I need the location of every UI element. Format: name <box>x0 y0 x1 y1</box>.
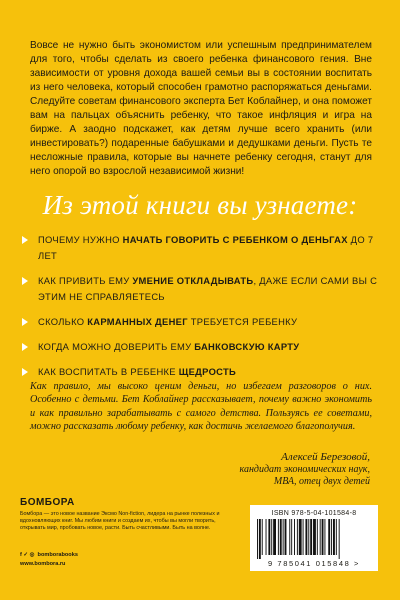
review-quote: Как правило, мы высоко ценим деньги, но избегаем разговоров о них. Особенно с детьми. Бет Коблайнер рассказывает, почему важно экономить и как правильно зарабатывать с самого детства. Пользуясь ее советами, можно рассказать любому ребенку, как достичь желаемого благополучия. <box>30 381 372 432</box>
item-text: ДО 7 ЛЕТ <box>38 234 374 261</box>
item-highlight: ЩЕДРОСТЬ <box>178 366 237 377</box>
item-text: , ДАЖЕ ЕСЛИ САМИ ВЫ С ЭТИМ НЕ СПРАВЛЯЕТЕСЬ <box>38 275 378 302</box>
item-text: КАК ВОСПИТАТЬ В РЕБЕНКЕ <box>38 366 179 377</box>
item-text: СКОЛЬКО <box>38 316 88 327</box>
item-text: КАК ПРИВИТЬ ЕМУ <box>38 275 133 286</box>
social-links <box>20 552 78 559</box>
triangle-bullet-icon <box>22 368 28 376</box>
triangle-bullet-icon <box>22 277 28 285</box>
intro-paragraph: Вовсе не нужно быть экономистом или успешным предпринимателем для того, чтобы сделать из своего ребенка финансового гения. Вне зависимости от уровня дохода вашей семьи вы в состоянии воспитать из него человека, который способен грамотно распоряжаться деньгами. Следуйте советам финансового эксперта Бет Коблайнер, и она поможет вам на пальцах объяснить ребенку, что такое инфляция и игра на бирже. А заодно подскажет, как детям лучше всего хранить (или инвестировать?) подаренные бабушками и дедушками деньги. Пусть те несложные правила, которые вы начнете ребенку сегодня, станут для него опорой во взрослой независимой жизни! <box>30 40 372 177</box>
item-highlight: БАНКОВСКУЮ КАРТУ <box>194 341 300 352</box>
item-highlight: НАЧАТЬ ГОВОРИТЬ С РЕБЕНКОМ О ДЕНЬГАХ <box>122 234 348 245</box>
triangle-bullet-icon <box>22 318 28 326</box>
section-heading: Из этой книги вы узнаете: <box>42 190 358 220</box>
list-item <box>22 339 382 355</box>
list-item <box>22 314 382 330</box>
barcode-icon <box>255 519 373 559</box>
social-handle: bomborabooks <box>37 552 78 558</box>
item-text: ПОЧЕМУ НУЖНО <box>38 234 123 245</box>
triangle-bullet-icon <box>22 236 28 244</box>
list-item <box>22 273 382 305</box>
isbn-number: ISBN 978-5-04-101584-8 <box>271 510 357 517</box>
publisher-description: Бомбора — это новое название Эксмо Non-fiction, лидера на рынке полезных и вдохновляющих книг. Мы любим книги и создаем их, чтобы вы могли творить, открывать мир, пробовать новое, расти. Быть счастливыми. Быть на волне. <box>20 511 220 532</box>
triangle-bullet-icon <box>22 343 28 351</box>
reviewer-title: кандидат экономических наук, <box>239 463 370 475</box>
publisher-site: www.bombora.ru <box>20 561 66 567</box>
item-highlight: КАРМАННЫХ ДЕНЕГ <box>87 316 188 327</box>
review-signature <box>170 451 370 489</box>
item-text: ТРЕБУЕТСЯ РЕБЕНКУ <box>187 316 298 327</box>
barcode-panel <box>250 505 378 571</box>
list-item <box>22 232 382 264</box>
barcode-digits: 9 785041 015848 > <box>267 559 361 568</box>
publisher-logo: БОМБОРА <box>20 497 75 508</box>
reviewer-name: Алексей Березовой, <box>281 451 370 463</box>
reviewer-title: МВА, отец двух детей <box>273 476 370 487</box>
benefits-list <box>22 232 382 380</box>
item-highlight: УМЕНИЕ ОТКЛАДЫВАТЬ <box>132 275 254 286</box>
social-icons: f ✓ ◎ <box>20 552 35 558</box>
item-text: КОГДА МОЖНО ДОВЕРИТЬ ЕМУ <box>38 341 195 352</box>
list-item <box>22 364 382 380</box>
